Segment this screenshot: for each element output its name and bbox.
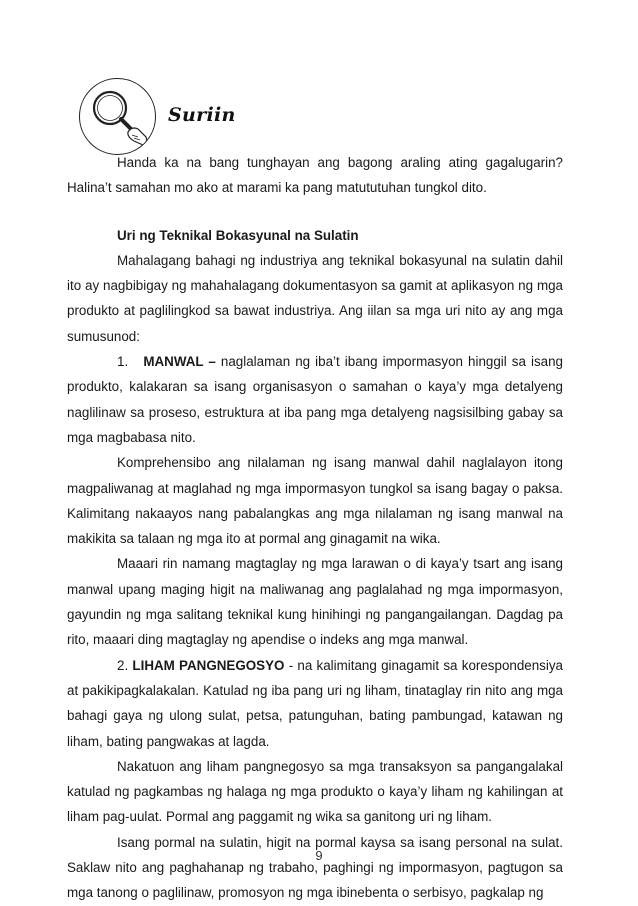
list-number-2: 2. [117, 657, 129, 673]
term-manwal: MANWAL – [143, 354, 216, 370]
document-body [67, 150, 563, 906]
section-title: Suriin [168, 104, 236, 126]
paragraph-2: Komprehensibo ang nilalaman ng isang manwal dahil naglalayon itong magpaliwanag at maglahad ng mga impormasyon tungkol sa isang bagay o paksa. Kalimitang nakaayos nang pabalangkas ang mga nilalaman ng isang manwal na makikita sa talaan ng mga ito at pormal ang ginagamit na wika. [67, 455, 563, 547]
paragraph-3: Maaari rin namang magtaglay ng mga larawan o di kaya’y tsart ang isang manwal upang maging higit na maliwanag ang paglalahad ng mga impormasyon, gayundin ng mga salitang teknikal kung hinihingi ng pangangailangan. Dagdag pa rito, maaari ding magtaglay ng apendise o indeks ang mga manwal. [67, 556, 563, 648]
intro-paragraph: Handa ka na bang tunghayan ang bagong araling ating gagalugarin? Halina’t samahan mo ako at marami ka pang matututuhan tungkol dito. [67, 155, 563, 196]
list-number-1: 1. [117, 354, 129, 370]
term-liham-pangnegosyo: LIHAM PANGNEGOSYO [132, 657, 285, 673]
paragraph-1: Mahalagang bahagi ng industriya ang teknikal bokasyunal na sulatin dahil ito ay nagbibigay ng mahahalagang dokumentasyon sa gamit at aplikasyon ng mga produkto at paglilingkod sa bawat industriya. Ang iilan sa mga uri nito ay ang mga sumusunod: [67, 252, 563, 344]
paragraph-5: Isang pormal na sulatin, higit na pormal kaysa sa isang personal na sulat. Saklaw nito ang paghahanap ng trabaho, paghingi ng impormasyon, pagtugon sa mga tanong o paglilinaw, promosyon ng mga ibinebenta o serbisyo, pagkalap ng [67, 834, 563, 901]
paragraph-4: Nakatuon ang liham pangnegosyo sa mga transaksyon sa pangangalakal katulad ng pagkambas ng halaga ng mga produkto o kaya’y liham ng kahilingan at liham pag-uulat. Pormal ang paggamit ng wika sa ganitong uri ng liham. [67, 758, 563, 825]
page-number: 9 [315, 848, 323, 863]
subheading: Uri ng Teknikal Bokasyunal na Sulatin [117, 227, 359, 243]
definition-liham: - na kalimitang ginagamit sa korespondensiya at pakikipagkalakalan. Katulad ng iba pang uri ng liham, tinataglay rin nito ang mga bahagi gaya ng ulong sulat, petsa, patunguhan, bating pambungad, katawan ng liham, bating pangwakas at lagda. [67, 657, 563, 749]
magnifying-glass-icon [79, 78, 156, 155]
list-item-liham [67, 653, 563, 754]
list-item-manwal [67, 349, 563, 450]
section-header [79, 78, 559, 158]
definition-manwal: naglalaman ng iba’t ibang impormasyon hinggil sa isang produkto, kalakaran sa isang organisasyon o samahan o kaya’y mga detalyeng naglilinaw sa proseso, estruktura at iba pang mga detalyeng nagsisilbing gabay sa mga magbabasa nito. [67, 354, 563, 445]
